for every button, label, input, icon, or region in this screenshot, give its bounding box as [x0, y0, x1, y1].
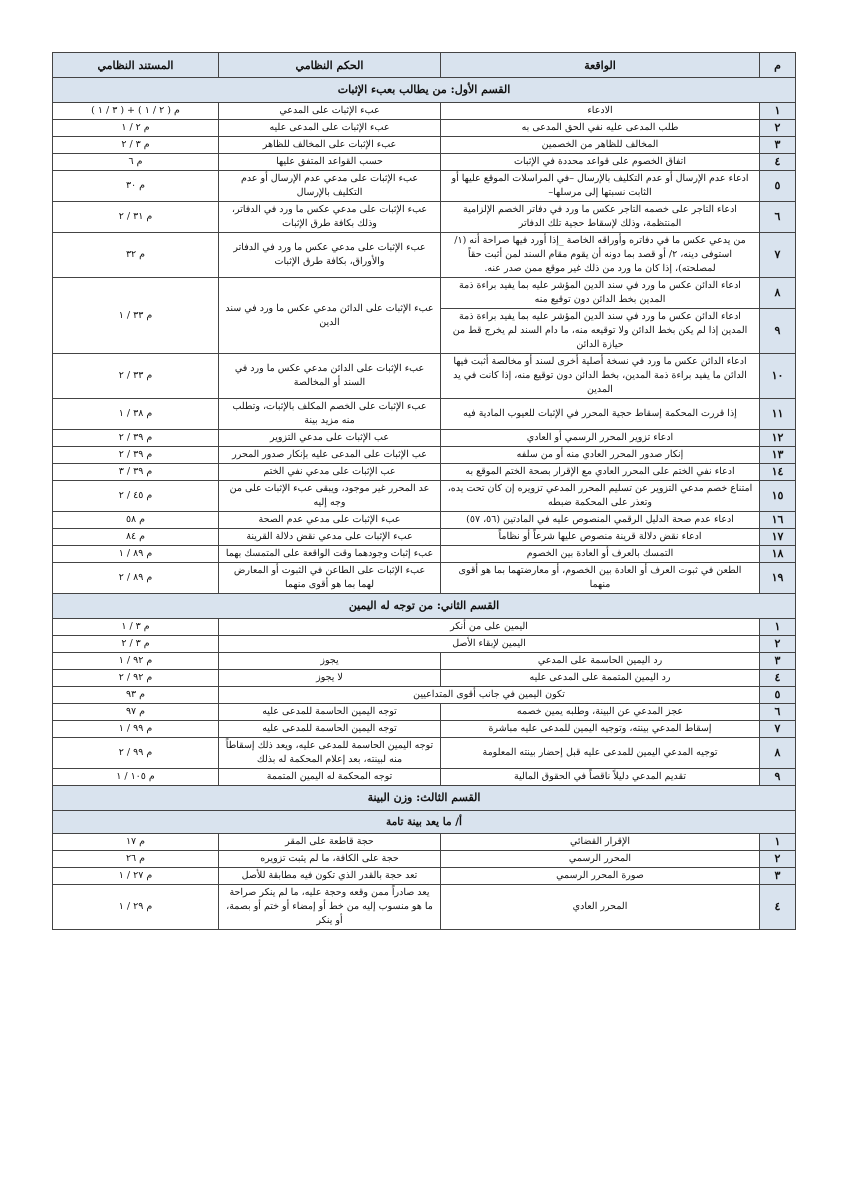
table-row	[53, 834, 796, 851]
row-number: ١	[760, 103, 796, 120]
fact-cell: ادعاء نفي الختم على المحرر العادي مع الإقرار بصحة الختم الموقع به	[441, 464, 760, 481]
fact-cell: ادعاء الدائن عكس ما ورد في نسخة أصلية أخرى لسند أو مخالصة أثبت فيها الدائن ما يفيد براءة ذمة المدين، بخط الدائن دون توقيع منه، إذا كانت في يد المدين	[441, 354, 760, 399]
document-cell: م ٩٩ / ١	[53, 721, 219, 738]
document-cell: م ٦	[53, 154, 219, 171]
rule-cell: عبء الإثبات على مدعي عدم الإرسال أو عدم التكليف بالإرسال	[219, 171, 441, 202]
row-number: ١٦	[760, 512, 796, 529]
fact-cell: ادعاء تزوير المحرر الرسمي أو العادي	[441, 430, 760, 447]
rule-cell: حسب القواعد المتفق عليها	[219, 154, 441, 171]
table-row	[53, 464, 796, 481]
document-cell: م ٣ / ١	[53, 619, 219, 636]
fact-cell: رد اليمين المتممة على المدعى عليه	[441, 670, 760, 687]
row-number: ٦	[760, 704, 796, 721]
table-row	[53, 354, 796, 399]
subsection-header-row	[53, 811, 796, 834]
document-cell: م ٣٩ / ٢	[53, 430, 219, 447]
table-row	[53, 769, 796, 786]
document-cell: م ١٧	[53, 834, 219, 851]
document-cell: م ٨٤	[53, 529, 219, 546]
table-row	[53, 233, 796, 278]
rule-cell: عب الإثبات على مدعي نفي الختم	[219, 464, 441, 481]
row-number: ٢	[760, 851, 796, 868]
table-row	[53, 154, 796, 171]
table-row	[53, 563, 796, 594]
table-row	[53, 399, 796, 430]
table-row	[53, 120, 796, 137]
table-row	[53, 704, 796, 721]
table-row	[53, 738, 796, 769]
document-cell: م ٩٣	[53, 687, 219, 704]
fact-cell: الطعن في ثبوت العرف أو العادة بين الخصوم، أو معارضتهما بما هو أقوى منهما	[441, 563, 760, 594]
header-row	[53, 53, 796, 78]
fact-cell: توجيه المدعي اليمين للمدعى عليه قبل إحضار بينته المعلومة	[441, 738, 760, 769]
document-cell: م ( ٢ / ١ ) + ( ٣ / ١ )	[53, 103, 219, 120]
fact-cell: المحرر العادي	[441, 885, 760, 930]
rule-cell: عبء الإثبات على المدعى عليه	[219, 120, 441, 137]
document-cell: م ٣٣ / ١	[53, 278, 219, 354]
document-cell: م ٨٩ / ٢	[53, 563, 219, 594]
fact-cell: المخالف للظاهر من الخصمين	[441, 137, 760, 154]
rule-cell: عب الإثبات على مدعي التزوير	[219, 430, 441, 447]
section-title: القسم الأول: من يطالب بعبء الإثبات	[53, 78, 796, 103]
row-number: ٤	[760, 154, 796, 171]
table-row	[53, 636, 796, 653]
fact-cell: ادعاء الدائن عكس ما ورد في سند الدين المؤشر عليه بما يفيد براءة ذمة المدين إذا لم يكن بخط الدائن ولا توقيعه منه، ما دام السند لم يخرج قط من حيازة الدائن	[441, 309, 760, 354]
row-number: ١٧	[760, 529, 796, 546]
row-number: ١٥	[760, 481, 796, 512]
table-row	[53, 885, 796, 930]
document-cell: م ٣٩ / ٣	[53, 464, 219, 481]
row-number: ٧	[760, 721, 796, 738]
table-row	[53, 430, 796, 447]
rule-cell: لا يجوز	[219, 670, 441, 687]
row-number: ١	[760, 834, 796, 851]
document-cell: م ٣٨ / ١	[53, 399, 219, 430]
document-cell: م ١٠٥ / ١	[53, 769, 219, 786]
header-doc: المستند النظامي	[53, 53, 219, 78]
fact-cell: تقديم المدعي دليلاً ناقصاً في الحقوق المالية	[441, 769, 760, 786]
rule-cell: توجه اليمين الحاسمة للمدعى عليه	[219, 721, 441, 738]
fact-cell: إسقاط المدعي بينته، وتوجيه اليمين للمدعى عليه مباشرة	[441, 721, 760, 738]
row-number: ١	[760, 619, 796, 636]
fact-cell: التمسك بالعرف أو العادة بين الخصوم	[441, 546, 760, 563]
table-row	[53, 670, 796, 687]
rule-cell: عبء الإثبات على مدعي عكس ما ورد في الدفاتر والأوراق، بكافة طرق الإثبات	[219, 233, 441, 278]
rule-cell: عبء الإثبات على الخصم المكلف بالإثبات، وتطلب منه مزيد بينة	[219, 399, 441, 430]
fact-cell: امتناع خصم مدعي التزوير عن تسليم المحرر المدعي تزويره إن كان تحت يده، وتعذر على المحكمة ضبطه	[441, 481, 760, 512]
row-number: ١٣	[760, 447, 796, 464]
fact-cell: الإقرار القضائي	[441, 834, 760, 851]
row-number: ٤	[760, 670, 796, 687]
document-cell: م ٢٩ / ١	[53, 885, 219, 930]
document-cell: م ٩٧	[53, 704, 219, 721]
fact-cell: إذا قررت المحكمة إسقاط حجية المحرر في الإثبات للعيوب المادية فيه	[441, 399, 760, 430]
table-row	[53, 653, 796, 670]
table-row	[53, 103, 796, 120]
row-number: ٩	[760, 769, 796, 786]
rule-cell: عبء الإثبات على المخالف للظاهر	[219, 137, 441, 154]
fact-cell: الادعاء	[441, 103, 760, 120]
table-row	[53, 851, 796, 868]
fact-cell: اليمين لإبقاء الأصل	[219, 636, 760, 653]
section-header-row	[53, 786, 796, 811]
rule-cell: عبء الإثبات على مدعي نقض دلالة القرينة	[219, 529, 441, 546]
table-row	[53, 721, 796, 738]
fact-cell: اليمين على من أنكر	[219, 619, 760, 636]
table-row	[53, 278, 796, 309]
section-title: القسم الثالث: وزن البينة	[53, 786, 796, 811]
row-number: ٣	[760, 653, 796, 670]
row-number: ٨	[760, 278, 796, 309]
rule-cell: توجه المحكمة له اليمين المتممة	[219, 769, 441, 786]
fact-cell: إنكار صدور المحرر العادي منه أو من سلفه	[441, 447, 760, 464]
rule-cell: حجة على الكافة، ما لم يثبت تزويره	[219, 851, 441, 868]
document-cell: م ٩٢ / ١	[53, 653, 219, 670]
fact-cell: صورة المحرر الرسمي	[441, 868, 760, 885]
section-header-row	[53, 78, 796, 103]
row-number: ٩	[760, 309, 796, 354]
document-cell: م ٣٠	[53, 171, 219, 202]
row-number: ١٨	[760, 546, 796, 563]
evidence-table	[52, 52, 796, 930]
row-number: ١١	[760, 399, 796, 430]
section-header-row	[53, 594, 796, 619]
table-row	[53, 868, 796, 885]
fact-cell: عجز المدعي عن البينة، وطلبه يمين خصمه	[441, 704, 760, 721]
document-cell: م ٣٣ / ٢	[53, 354, 219, 399]
table-body	[53, 78, 796, 930]
rule-cell: يجوز	[219, 653, 441, 670]
document-cell: م ٤٥ / ٢	[53, 481, 219, 512]
table-row	[53, 512, 796, 529]
table-row	[53, 202, 796, 233]
header-num: م	[760, 53, 796, 78]
table-row	[53, 687, 796, 704]
row-number: ٣	[760, 137, 796, 154]
row-number: ١٠	[760, 354, 796, 399]
rule-cell: عبء الإثبات على الدائن مدعي عكس ما ورد في سند الدين	[219, 278, 441, 354]
document-cell: م ٨٩ / ١	[53, 546, 219, 563]
rule-cell: عبء إثبات وجودهما وقت الواقعة على المتمسك بهما	[219, 546, 441, 563]
table-row	[53, 137, 796, 154]
row-number: ٢	[760, 636, 796, 653]
document-cell: م ٢٧ / ١	[53, 868, 219, 885]
row-number: ١٢	[760, 430, 796, 447]
fact-cell: رد اليمين الحاسمة على المدعي	[441, 653, 760, 670]
rule-cell: تعد حجة بالقدر الذي تكون فيه مطابقة للأصل	[219, 868, 441, 885]
fact-cell: اتفاق الخصوم على قواعد محددة في الإثبات	[441, 154, 760, 171]
fact-cell: ادعاء عدم الإرسال أو عدم التكليف بالإرسال –في المراسلات الموقع عليها أو الثابت نسبتها إلى مرسلها–	[441, 171, 760, 202]
rule-cell: عبء الإثبات على مدعي عدم الصحة	[219, 512, 441, 529]
table-row	[53, 546, 796, 563]
fact-cell: ادعاء الدائن عكس ما ورد في سند الدين المؤشر عليه بما يفيد براءة ذمة المدين بخط الدائن دون توقيع منه	[441, 278, 760, 309]
fact-cell: ادعاء عدم صحة الدليل الرقمي المنصوص عليه في المادتين (٥٦، ٥٧)	[441, 512, 760, 529]
row-number: ٤	[760, 885, 796, 930]
row-number: ٣	[760, 868, 796, 885]
document-cell: م ٢ / ١	[53, 120, 219, 137]
table-row	[53, 529, 796, 546]
fact-cell: ادعاء نقض دلالة قرينة منصوص عليها شرعاً أو نظاماً	[441, 529, 760, 546]
rule-cell: عد المحرر غير موجود، ويبقى عبء الإثبات على من وجه إليه	[219, 481, 441, 512]
header-fact: الواقعة	[441, 53, 760, 78]
rule-cell: توجه اليمين الحاسمة للمدعى عليه، ويعد ذلك إسقاطاً منه لبينته، بعد إعلام المحكمة له بذلك	[219, 738, 441, 769]
table-row	[53, 171, 796, 202]
document-cell: م ٩٩ / ٢	[53, 738, 219, 769]
rule-cell: عبء الإثبات على مدعي عكس ما ورد في الدفاتر، وذلك بكافة طرق الإثبات	[219, 202, 441, 233]
document-cell: م ٢٦	[53, 851, 219, 868]
row-number: ٥	[760, 171, 796, 202]
fact-cell: المحرر الرسمي	[441, 851, 760, 868]
row-number: ٨	[760, 738, 796, 769]
document-page	[52, 52, 795, 930]
document-cell: م ٣١ / ٢	[53, 202, 219, 233]
table-row	[53, 481, 796, 512]
fact-cell: ادعاء التاجر على خصمه التاجر عكس ما ورد في دفاتر الخصم الإلزامية المنتظمة، وذلك لإسقاط حجية تلك الدفاتر	[441, 202, 760, 233]
document-cell: م ٣ / ٢	[53, 636, 219, 653]
rule-cell: عبء الإثبات على المدعي	[219, 103, 441, 120]
document-cell: م ٣٢	[53, 233, 219, 278]
row-number: ٢	[760, 120, 796, 137]
section-title: القسم الثاني: من توجه له اليمين	[53, 594, 796, 619]
row-number: ١٤	[760, 464, 796, 481]
fact-cell: تكون اليمين في جانب أقوى المتداعيين	[219, 687, 760, 704]
rule-cell: عب الإثبات على المدعى عليه بإنكار صدور المحرر	[219, 447, 441, 464]
table-row	[53, 619, 796, 636]
document-cell: م ٣٩ / ٢	[53, 447, 219, 464]
header-rule: الحكم النظامي	[219, 53, 441, 78]
row-number: ٦	[760, 202, 796, 233]
table-row	[53, 447, 796, 464]
fact-cell: طلب المدعى عليه نفي الحق المدعى به	[441, 120, 760, 137]
rule-cell: حجة قاطعة على المقر	[219, 834, 441, 851]
fact-cell: من يدعي عكس ما في دفاتره وأوراقه الخاصة _إذا أورد فيها صراحة أنه (١/ استوفى دينه، ٢/ أو قصد بما دونه أن يقوم مقام السند لمن أثبت حقاً لمصلحته)، إذا كان ما ورد من ذلك غير موقع ممن صدر عنه.	[441, 233, 760, 278]
subsection-title: أ/ ما يعد بينة تامة	[53, 811, 796, 834]
rule-cell: يعد صادراً ممن وقعه وحجة عليه، ما لم ينكر صراحة ما هو منسوب إليه من خط أو إمضاء أو ختم أو بصمة، أو ينكر	[219, 885, 441, 930]
document-cell: م ٣ / ٢	[53, 137, 219, 154]
row-number: ٧	[760, 233, 796, 278]
rule-cell: توجه اليمين الحاسمة للمدعى عليه	[219, 704, 441, 721]
row-number: ٥	[760, 687, 796, 704]
rule-cell: عبء الإثبات على الطاعن في الثبوت أو المعارض لهما بما هو أقوى منهما	[219, 563, 441, 594]
document-cell: م ٥٨	[53, 512, 219, 529]
row-number: ١٩	[760, 563, 796, 594]
rule-cell: عبء الإثبات على الدائن مدعي عكس ما ورد في السند أو المخالصة	[219, 354, 441, 399]
document-cell: م ٩٢ / ٢	[53, 670, 219, 687]
